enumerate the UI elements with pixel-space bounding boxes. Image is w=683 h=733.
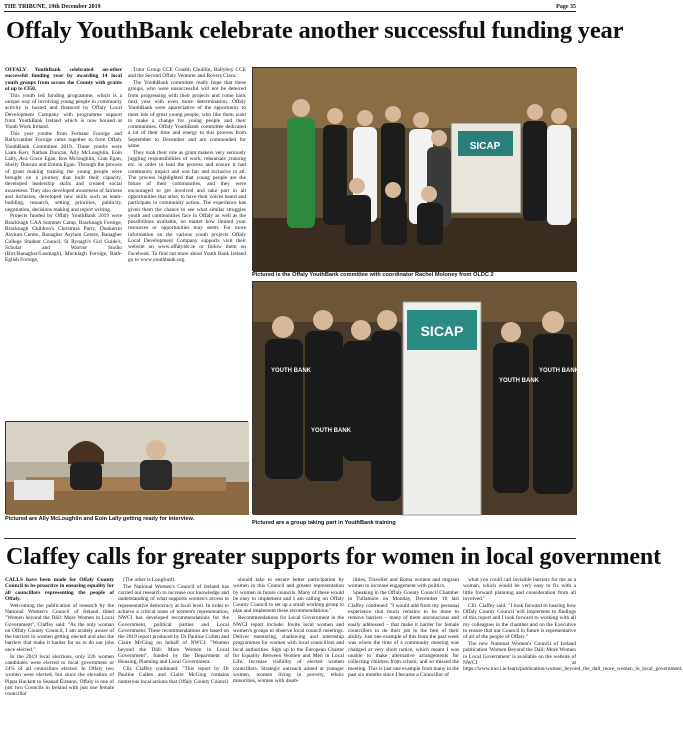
committee-photo-art [253, 68, 577, 272]
paragraph: CALLS have been made for Offaly County Council to be proactive in ensuring equality for all councillors representing the people of Offaly. [5, 577, 114, 602]
paragraph: The new National Women's Council of Ireland publication 'Women Beyond the Dáil: More Women in Local Government' is available on the website of NWCI at https://www.nwci.ie/learn/publication/women_beyond_the_dail_more_women_in_local_government. [463, 640, 683, 673]
photo-sign-text: SICAP [469, 141, 501, 152]
paragraph: This youth led funding programme, which is a unique way of involving young people in community activity is hosted and financed by Offaly Local Development Company with programme support from YouthBank Ireland which is now housed at Youth Work Ireland. [5, 92, 122, 131]
article2-column-2 [118, 577, 229, 730]
masthead-date: THE TRIBUNE, 19th December 2019 [4, 3, 101, 10]
article2-column-4 [348, 577, 459, 730]
paragraph: The National Women's Council of Ireland has carried out research to increase our knowledge and understanding of what supports women's access to representative democracy at local level. In order to achieve a critical mass of women's representation, NWCI has developed recommendations for the Government, political parties and Local Government. These recommendations are based on the 2019 report produced by Dr Pauline Cullen and Claire McGing on behalf of NWCI: "Women beyond the Dáil: More Women in Local Government", funded by the Department of Housing, Planning and Local Government. [118, 583, 229, 666]
paragraph: They took their role as grant makers very seriously juggling responsibilities of work, rehearsals ,training etc. in order to lead the process and ensure it had community impact and was fair and inclusive to all. The process highlighted that young people are the future of their communities, and they were encouraged to get involved and take part in all opportunities that arise, to have their voices heard and participate in community action. The experience has given them the chance to see what similar struggles youth and communities face in Offaly as well as the possibilities available, no matter how limited your resources or opportunities may seem. For more information on the various youth projects Offaly Local Development Company supports visit their website on www.offalyldc.ie or follow them on Facebook. To find out more about Youth Bank Ireland go to www.youthbank.org. [128, 149, 246, 263]
caption-committee: Pictured is the Offaly YouthBank committee with coordinator Rachel Moloney from OLDC 2 [252, 272, 494, 278]
paragraph: In the 2019 local elections, only 226 women candidates were elected to local government or 24% of all councillors elected. In Offaly two women were elected, but since the elevation of Pippa Hackett to Seanad Éireann, Offaly is one of just two Councils in Ireland with just one female councillor [5, 653, 114, 698]
interview-photo-art [6, 422, 249, 515]
section-divider [4, 538, 576, 539]
paragraph: The YouthBank committee really hope that these groups, who were unsuccessful will not be deterred from progressing with their projects and come back next year with even more determination. Offaly YouthBank were appreciative of the opportunity to meet lots of great young people, who like them want to make a change for young people and their communities. Offaly YouthBank committee dedicated a lot of their time and energy to this process from September to December and are commended for same. [128, 80, 246, 150]
photo-interview [5, 421, 248, 514]
paragraph: ilities, Traveller and Roma women and migrant women to increase engagement with politics. [348, 577, 459, 590]
paragraph: Speaking in the Offaly County Council Chamber in Tullamore on Monday, December 16 last Claffey continued: "I would add from my personal experience that much remains to be done to remove barriers – many of them unconscious and easily addressed – that make it harder for female councillors to do their job to the best of their ability. Just one example of this from the past week was where the time of a community meeting was changed at very short notice, which meant I was unable to make alternative arrangements for collecting children from school, and so missed the meeting. This is just one example from many in the past six months since I became a Councillor of [348, 590, 459, 678]
photo-committee [252, 67, 576, 271]
photo-training [252, 281, 579, 514]
paragraph: (The other is Longford). [123, 577, 176, 583]
page-number: Page 35 [556, 3, 576, 10]
article2-column-3 [233, 577, 344, 730]
shirt-text-2: YOUTH BANK [311, 428, 351, 434]
banner-text: SICAP [420, 323, 464, 339]
shirt-text-4: YOUTH BANK [539, 368, 579, 374]
caption-training: Pictured are a group taking part in YouthBank training [252, 520, 396, 526]
article1-column-2 [128, 67, 246, 417]
shirt-text-3: YOUTH BANK [499, 378, 539, 384]
paragraph: OFFALY YouthBank celebrated an-other successful funding year by awarding 14 local youth groups from across the County with grants of up to €350. [5, 67, 122, 92]
headline-claffey: Claffey calls for greater supports for women in local government [6, 544, 662, 570]
training-photo-art [253, 282, 577, 515]
paragraph: Projects funded by Offaly YouthBank 2019 were Bracknagh GAA Summer Camp, Bracknagh Foroige, Bracknagh Children's Christmas Party, Dunkerrin Asylum Centre, Banagher Asylum Centre, Banagher College Student Council, St Rynagh's Girl Guide's, Scholar and Warrior Studio (Birr/Banagher/Lusmagh), Mucklagh Foroige, Rath-Eglish Foroige, [5, 213, 122, 264]
paragraph: Recommendations for Local Government in the NWCI report include: Invite local women and women's groups to observe local council meetings. Deliver mentoring, shadowing and internship programmes for women with local councillors and local authorities. Sign up to the European Charter for Equality Between Women and Men in Local Life. Increase visibility of elected women councillors. Strategic outreach aimed at younger women, women living in poverty, ethnic minorities, women with disab- [233, 615, 344, 685]
paragraph: Welcoming the publication of research by the National Women's Council of Ireland titled "Women beyond the Dáil: More Women in Local Government", Claffey said: "As the only woman on Offaly County Council, I am acutely aware of the barriers to women getting elected and also the barriers that make it harder for us to do our jobs once elected." [5, 602, 114, 653]
shirt-text-1: YOUTH BANK [271, 368, 311, 374]
paragraph: Cllr. Claffey continued: "This report by Dr Pauline Cullen and Claire McGing contains numerous local actions that Offaly County Council [118, 666, 229, 685]
headline-youthbank: Offaly YouthBank celebrate another successful funding year [6, 17, 624, 44]
article2-column-1 [5, 577, 114, 730]
caption-interview: Pictured are Ally McLoughlin and Eoin Lally getting ready for interview. [5, 516, 195, 522]
paragraph: what you could call invisible barriers for me as a woman, which would be very easy to fix with a little forward planning and consideration from all involved." [463, 577, 576, 602]
article2-column-5 [463, 577, 683, 730]
masthead [4, 2, 576, 12]
article1-column-1 [5, 67, 122, 417]
paragraph: Tutor Group CCE Craobh Chuillin, Ballyboy CCE and the Second Offaly Venturer and Rovers Clara. [128, 67, 246, 80]
paragraph: should take to ensure better participation by women in this Council and greater representation by women in future councils. Many of these would be easy to implement and I am calling on Offaly County Council to set up a small working group to plan and implement these recommendations." [233, 577, 344, 615]
paragraph: This year youths from Ferbane Foroige and Ballycumber Foroige came together to form Offaly YouthBank Committee 2019. These youths were Liam Kerr, Nathan Duncan, Ally McLoughlin, Eoin Lally, Ava Grace Egan, Ros Mcloughlin, Cian Egan, Shelly Duncan and Emma Egan. Through the process of grant making training the young people were brought on a journey that built their capacity, developed leadership skills and created social awareness. They also developed awareness of fairness and inclusion, developed new skills such as team-building, research, setting priorities, publicity, negotiation, decisions making and report writing. [5, 130, 122, 213]
paragraph: Cllr. Claffey said: "I look forward to hearing how Offaly County Council will implement to findings of this report and I look forward to working with all my colleagues in the chamber and on the Executive to ensure that our Council in future is representative of all of the people of Offaly." [463, 602, 576, 641]
